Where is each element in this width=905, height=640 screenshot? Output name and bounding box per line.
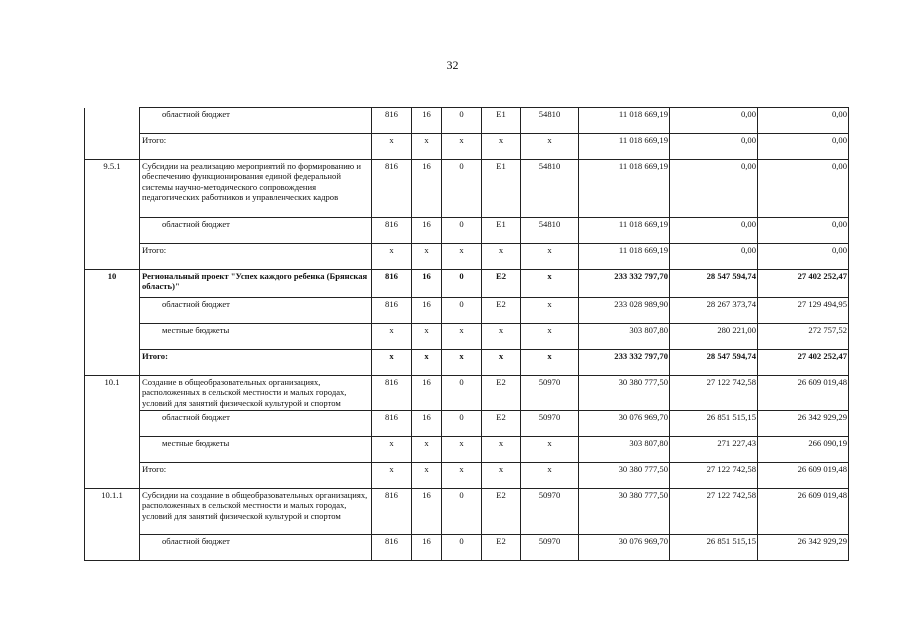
- code-cell: 16: [412, 535, 442, 561]
- amount-cell: 26 342 929,29: [758, 535, 849, 561]
- code-cell: 0: [442, 489, 482, 535]
- code-cell: х: [412, 244, 442, 270]
- amount-cell: 30 380 777,50: [579, 489, 670, 535]
- amount-cell: 0,00: [758, 218, 849, 244]
- amount-cell: 26 609 019,48: [758, 463, 849, 489]
- code-cell: 816: [372, 218, 412, 244]
- code-cell: х: [442, 463, 482, 489]
- row-number-cell: [85, 218, 140, 244]
- code-cell: х: [482, 134, 521, 160]
- code-cell: х: [412, 324, 442, 350]
- amount-cell: 233 332 797,70: [579, 350, 670, 376]
- amount-cell: 0,00: [670, 108, 758, 134]
- row-name-cell: Итого:: [140, 134, 372, 160]
- amount-cell: 26 851 515,15: [670, 411, 758, 437]
- row-name-cell: областной бюджет: [140, 298, 372, 324]
- amount-cell: 27 402 252,47: [758, 350, 849, 376]
- amount-cell: 233 332 797,70: [579, 270, 670, 298]
- code-cell: 816: [372, 270, 412, 298]
- amount-cell: 0,00: [670, 134, 758, 160]
- code-cell: 0: [442, 535, 482, 561]
- amount-cell: 11 018 669,19: [579, 134, 670, 160]
- amount-cell: 233 028 989,90: [579, 298, 670, 324]
- table-row: [85, 244, 849, 270]
- code-cell: х: [412, 437, 442, 463]
- row-name-cell: Региональный проект "Успех каждого ребенка (Брянская область)": [140, 270, 372, 298]
- code-cell: 0: [442, 376, 482, 411]
- amount-cell: 11 018 669,19: [579, 244, 670, 270]
- amount-cell: 26 851 515,15: [670, 535, 758, 561]
- row-number-cell: 10.1.1: [85, 489, 140, 535]
- page-number: 32: [446, 58, 459, 72]
- code-cell: х: [372, 437, 412, 463]
- table-row: [85, 376, 849, 411]
- table-row: [85, 160, 849, 218]
- code-cell: х: [521, 324, 579, 350]
- amount-cell: 30 076 969,70: [579, 535, 670, 561]
- code-cell: 0: [442, 218, 482, 244]
- amount-cell: 26 342 929,29: [758, 411, 849, 437]
- code-cell: Е1: [482, 108, 521, 134]
- code-cell: 0: [442, 270, 482, 298]
- code-cell: х: [521, 134, 579, 160]
- code-cell: Е1: [482, 218, 521, 244]
- code-cell: 16: [412, 270, 442, 298]
- amount-cell: 27 122 742,58: [670, 376, 758, 411]
- code-cell: 16: [412, 108, 442, 134]
- code-cell: 16: [412, 298, 442, 324]
- code-cell: 0: [442, 298, 482, 324]
- amount-cell: 28 547 594,74: [670, 270, 758, 298]
- table-row: [85, 489, 849, 535]
- amount-cell: 30 076 969,70: [579, 411, 670, 437]
- row-number-cell: 10: [85, 270, 140, 298]
- code-cell: х: [521, 298, 579, 324]
- table-row: [85, 218, 849, 244]
- code-cell: 0: [442, 160, 482, 218]
- amount-cell: 28 267 373,74: [670, 298, 758, 324]
- code-cell: х: [482, 350, 521, 376]
- code-cell: Е1: [482, 160, 521, 218]
- amount-cell: 266 090,19: [758, 437, 849, 463]
- amount-cell: 280 221,00: [670, 324, 758, 350]
- table-row: [85, 134, 849, 160]
- amount-cell: 0,00: [758, 134, 849, 160]
- code-cell: х: [412, 463, 442, 489]
- row-number-cell: 10.1: [85, 376, 140, 411]
- amount-cell: 303 807,80: [579, 324, 670, 350]
- amount-cell: 272 757,52: [758, 324, 849, 350]
- row-number-cell: [85, 108, 140, 134]
- code-cell: 816: [372, 411, 412, 437]
- code-cell: х: [521, 270, 579, 298]
- code-cell: х: [442, 324, 482, 350]
- code-cell: 816: [372, 298, 412, 324]
- amount-cell: 26 609 019,48: [758, 376, 849, 411]
- code-cell: 54810: [521, 160, 579, 218]
- amount-cell: 27 122 742,58: [670, 463, 758, 489]
- code-cell: Е2: [482, 298, 521, 324]
- row-name-cell: Итого:: [140, 463, 372, 489]
- code-cell: Е2: [482, 535, 521, 561]
- amount-cell: 30 380 777,50: [579, 376, 670, 411]
- code-cell: х: [482, 244, 521, 270]
- table-row: [85, 108, 849, 134]
- code-cell: 54810: [521, 108, 579, 134]
- code-cell: 816: [372, 108, 412, 134]
- code-cell: 16: [412, 160, 442, 218]
- amount-cell: 11 018 669,19: [579, 160, 670, 218]
- code-cell: х: [372, 134, 412, 160]
- row-name-cell: Итого:: [140, 244, 372, 270]
- amount-cell: 0,00: [670, 218, 758, 244]
- table-row: [85, 298, 849, 324]
- code-cell: 0: [442, 108, 482, 134]
- code-cell: х: [372, 350, 412, 376]
- table-row: [85, 437, 849, 463]
- row-number-cell: [85, 134, 140, 160]
- code-cell: х: [442, 350, 482, 376]
- row-number-cell: [85, 244, 140, 270]
- code-cell: х: [521, 463, 579, 489]
- code-cell: 50970: [521, 411, 579, 437]
- code-cell: 816: [372, 160, 412, 218]
- code-cell: 16: [412, 489, 442, 535]
- amount-cell: 27 129 494,95: [758, 298, 849, 324]
- amount-cell: 0,00: [670, 244, 758, 270]
- row-name-cell: областной бюджет: [140, 411, 372, 437]
- row-number-cell: [85, 535, 140, 561]
- amount-cell: 27 122 742,58: [670, 489, 758, 535]
- code-cell: х: [482, 324, 521, 350]
- amount-cell: 0,00: [758, 244, 849, 270]
- code-cell: 816: [372, 535, 412, 561]
- code-cell: х: [521, 244, 579, 270]
- row-name-cell: областной бюджет: [140, 218, 372, 244]
- code-cell: 816: [372, 376, 412, 411]
- code-cell: 16: [412, 411, 442, 437]
- code-cell: 50970: [521, 489, 579, 535]
- amount-cell: 303 807,80: [579, 437, 670, 463]
- table-row: [85, 270, 849, 298]
- amount-cell: 0,00: [670, 160, 758, 218]
- code-cell: х: [521, 437, 579, 463]
- row-name-cell: Субсидии на создание в общеобразовательных организациях, расположенных в сельской местности и малых городах, условий для занятий физической культурой и спортом: [140, 489, 372, 535]
- amount-cell: 28 547 594,74: [670, 350, 758, 376]
- code-cell: х: [482, 463, 521, 489]
- amount-cell: 271 227,43: [670, 437, 758, 463]
- amount-cell: 30 380 777,50: [579, 463, 670, 489]
- amount-cell: 11 018 669,19: [579, 218, 670, 244]
- amount-cell: 26 609 019,48: [758, 489, 849, 535]
- row-number-cell: [85, 298, 140, 324]
- code-cell: х: [482, 437, 521, 463]
- table-row: [85, 463, 849, 489]
- row-name-cell: областной бюджет: [140, 108, 372, 134]
- row-name-cell: Субсидии на реализацию мероприятий по формированию и обеспечению функционирования единой федеральной системы научно-методического сопровождения педагогических работников и управленческих кадров: [140, 160, 372, 218]
- row-number-cell: [85, 324, 140, 350]
- table-row: [85, 411, 849, 437]
- code-cell: Е2: [482, 376, 521, 411]
- code-cell: 50970: [521, 376, 579, 411]
- code-cell: х: [372, 324, 412, 350]
- code-cell: х: [442, 437, 482, 463]
- amount-cell: 0,00: [758, 108, 849, 134]
- code-cell: 50970: [521, 535, 579, 561]
- row-number-cell: [85, 437, 140, 463]
- code-cell: х: [372, 463, 412, 489]
- code-cell: 54810: [521, 218, 579, 244]
- code-cell: 0: [442, 411, 482, 437]
- row-number-cell: [85, 411, 140, 437]
- row-name-cell: местные бюджеты: [140, 324, 372, 350]
- table-row: [85, 350, 849, 376]
- code-cell: х: [442, 134, 482, 160]
- row-name-cell: Создание в общеобразовательных организациях, расположенных в сельской местности и малых городах, условий для занятий физической культурой и спортом: [140, 376, 372, 411]
- row-name-cell: Итого:: [140, 350, 372, 376]
- code-cell: х: [521, 350, 579, 376]
- row-number-cell: 9.5.1: [85, 160, 140, 218]
- code-cell: 16: [412, 376, 442, 411]
- table-row: [85, 535, 849, 561]
- amount-cell: 27 402 252,47: [758, 270, 849, 298]
- code-cell: х: [412, 350, 442, 376]
- code-cell: Е2: [482, 489, 521, 535]
- table-row: [85, 324, 849, 350]
- code-cell: х: [412, 134, 442, 160]
- code-cell: х: [372, 244, 412, 270]
- row-number-cell: [85, 350, 140, 376]
- code-cell: 16: [412, 218, 442, 244]
- row-name-cell: областной бюджет: [140, 535, 372, 561]
- code-cell: Е2: [482, 411, 521, 437]
- code-cell: Е2: [482, 270, 521, 298]
- row-name-cell: местные бюджеты: [140, 437, 372, 463]
- amount-cell: 0,00: [758, 160, 849, 218]
- amount-cell: 11 018 669,19: [579, 108, 670, 134]
- code-cell: 816: [372, 489, 412, 535]
- code-cell: х: [442, 244, 482, 270]
- budget-table: [84, 107, 849, 561]
- row-number-cell: [85, 463, 140, 489]
